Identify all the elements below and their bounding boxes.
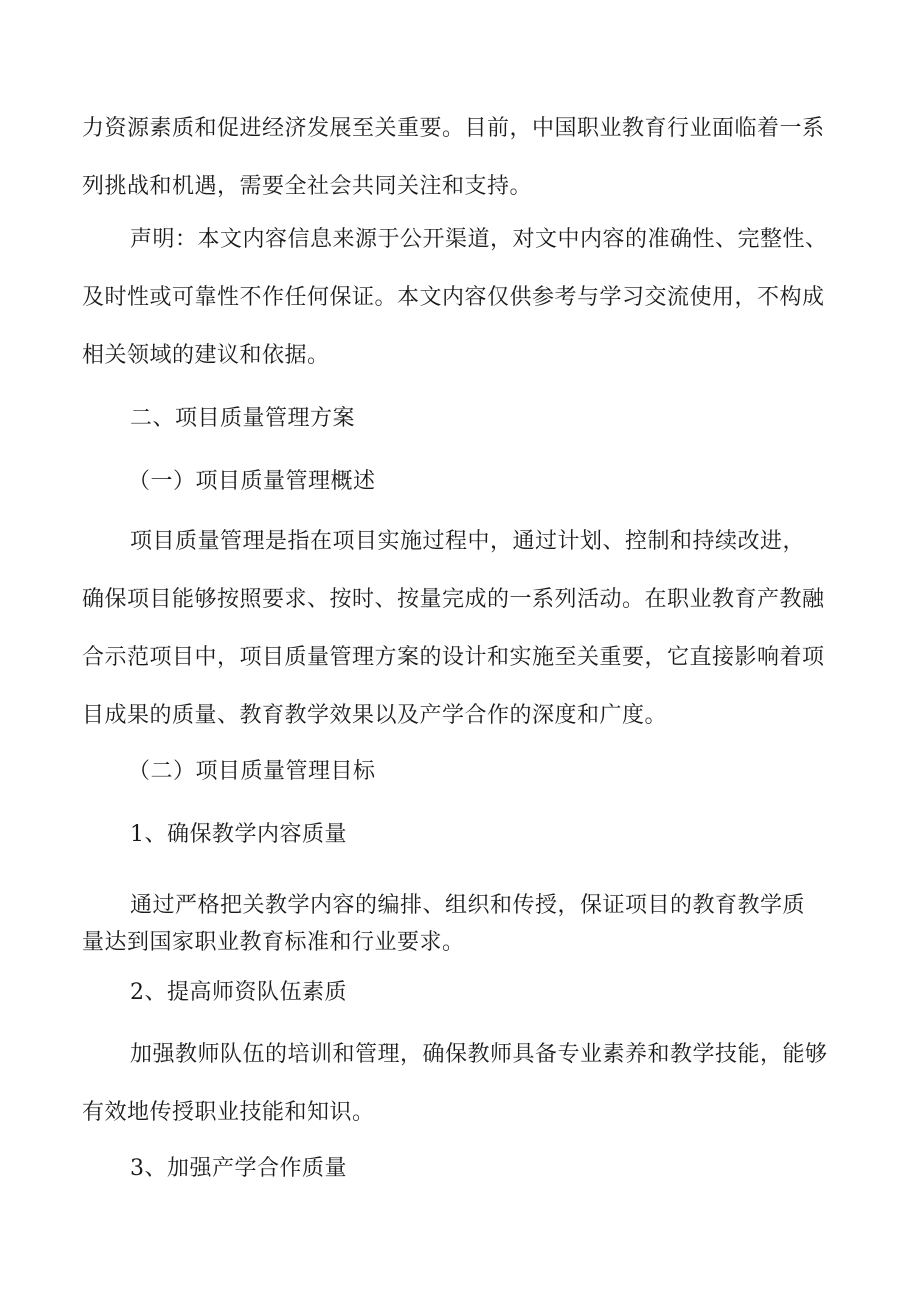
goal-heading bbox=[82, 964, 842, 1022]
text-line: 相关领域的建议和依据。 bbox=[82, 343, 330, 368]
text-line: 目成果的质量、教育教学效果以及产学合作的深度和广度。 bbox=[82, 703, 668, 728]
section-2-title: 二、项目质量管理方案 bbox=[130, 406, 356, 431]
text-line: 通过严格把关教学内容的编排、组织和传授，保证项目的教育教学质 bbox=[130, 893, 806, 918]
subsection-2-title: （二）项目质量管理目标 bbox=[128, 759, 376, 784]
goal-1-paragraph bbox=[82, 887, 842, 961]
text-line: 有效地传授职业技能和知识。 bbox=[82, 1100, 375, 1125]
text-line: 加强教师队伍的培训和管理，确保教师具备专业素养和教学技能，能够 bbox=[130, 1042, 828, 1067]
goal-2-title: 2、提高师资队伍素质 bbox=[130, 980, 347, 1005]
goal-heading bbox=[82, 806, 842, 864]
goal-1-title: 1、确保教学内容质量 bbox=[130, 822, 347, 847]
subsection-heading bbox=[82, 453, 842, 511]
text-line: 合示范项目中，项目质量管理方案的设计和实施至关重要，它直接影响着项 bbox=[82, 645, 825, 670]
text-line: 声明：本文内容信息来源于公开渠道，对文中内容的准确性、完整性、 bbox=[130, 227, 828, 252]
text-line: 量达到国家职业教育标准和行业要求。 bbox=[82, 930, 465, 955]
goal-heading bbox=[82, 1140, 842, 1198]
disclaimer-paragraph bbox=[82, 211, 842, 385]
overview-paragraph bbox=[82, 513, 842, 745]
subsection-1-title: （一）项目质量管理概述 bbox=[128, 469, 376, 494]
text-line: 力资源素质和促进经济发展至关重要。目前，中国职业教育行业面临着一系 bbox=[82, 116, 825, 141]
text-line: 及时性或可靠性不作任何保证。本文内容仅供参考与学习交流使用，不构成 bbox=[82, 285, 825, 310]
text-line: 项目质量管理是指在项目实施过程中，通过计划、控制和持续改进， bbox=[130, 529, 806, 554]
goal-3-title: 3、加强产学合作质量 bbox=[130, 1156, 347, 1181]
subsection-heading bbox=[82, 743, 842, 801]
section-heading bbox=[82, 390, 842, 448]
text-line: 确保项目能够按照要求、按时、按量完成的一系列活动。在职业教育产教融 bbox=[82, 587, 825, 612]
intro-paragraph bbox=[82, 100, 842, 216]
text-line: 列挑战和机遇，需要全社会共同关注和支持。 bbox=[82, 174, 533, 199]
goal-2-paragraph bbox=[82, 1026, 842, 1142]
